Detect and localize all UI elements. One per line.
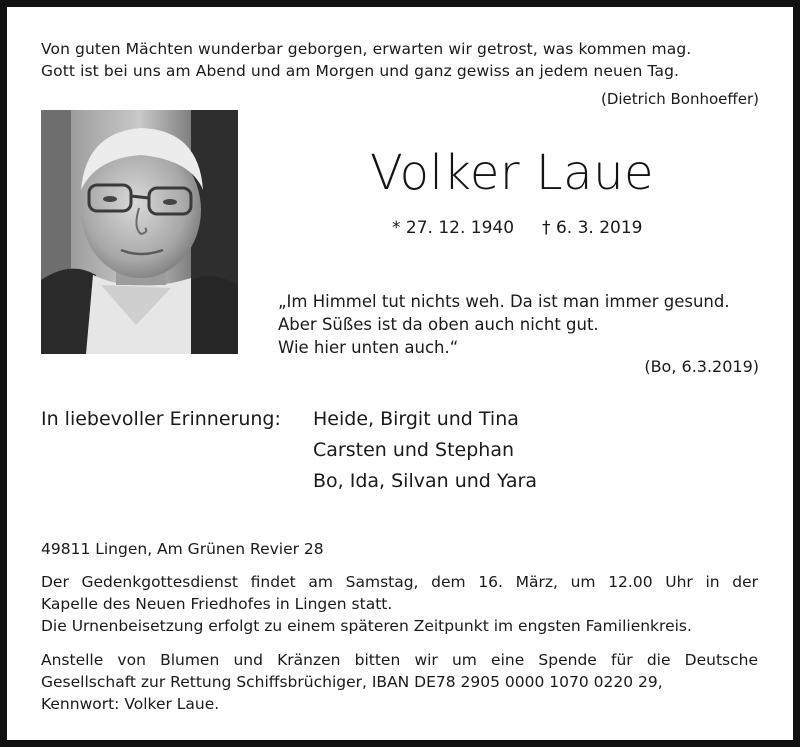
birth-date: * 27. 12. 1940 bbox=[392, 218, 515, 238]
donation-notice bbox=[41, 649, 758, 715]
quote-line-2: Aber Süßes ist da oben auch nicht gut. bbox=[278, 315, 599, 334]
motto-source: (Dietrich Bonhoeffer) bbox=[600, 90, 759, 108]
memory-label: In liebevoller Erinnerung: bbox=[41, 408, 281, 430]
mourners-line-3: Bo, Ida, Silvan und Yara bbox=[313, 470, 537, 492]
portrait-photo bbox=[41, 110, 238, 354]
service-line-2: Kapelle des Neuen Friedhofes in Lingen statt. bbox=[41, 595, 393, 613]
family-address: 49811 Lingen, Am Grünen Revier 28 bbox=[41, 540, 324, 558]
service-notice bbox=[41, 571, 758, 637]
service-line-3: Die Urnenbeisetzung erfolgt zu einem späteren Zeitpunkt im engsten Familienkreis. bbox=[41, 617, 692, 635]
quote-line-3: Wie hier unten auch.“ bbox=[278, 338, 459, 357]
motto-line-2: Gott ist bei uns am Abend und am Morgen und ganz gewiss an jedem neuen Tag. bbox=[41, 62, 680, 80]
mourners-line-2: Carsten und Stephan bbox=[313, 439, 515, 461]
death-date: † 6. 3. 2019 bbox=[542, 218, 643, 238]
motto-line-1: Von guten Mächten wunderbar geborgen, erwarten wir getrost, was kommen mag. bbox=[41, 40, 692, 58]
quote-line-1: „Im Himmel tut nichts weh. Da ist man immer gesund. bbox=[278, 292, 730, 311]
mourners-line-1: Heide, Birgit und Tina bbox=[313, 408, 519, 430]
donation-line-3: Kennwort: Volker Laue. bbox=[41, 695, 220, 713]
donation-line-1: Anstelle von Blumen und Kränzen bitten wir um eine Spende für die Deutsche bbox=[41, 651, 758, 669]
life-dates bbox=[392, 218, 642, 238]
deceased-name: Volker Laue bbox=[369, 145, 655, 201]
quote-source: (Bo, 6.3.2019) bbox=[644, 357, 759, 376]
donation-line-2: Gesellschaft zur Rettung Schiffsbrüchiger, IBAN DE78 2905 0000 1070 0220 29, bbox=[41, 673, 663, 691]
service-line-1: Der Gedenkgottesdienst findet am Samstag, dem 16. März, um 12.00 Uhr in der bbox=[41, 573, 758, 591]
